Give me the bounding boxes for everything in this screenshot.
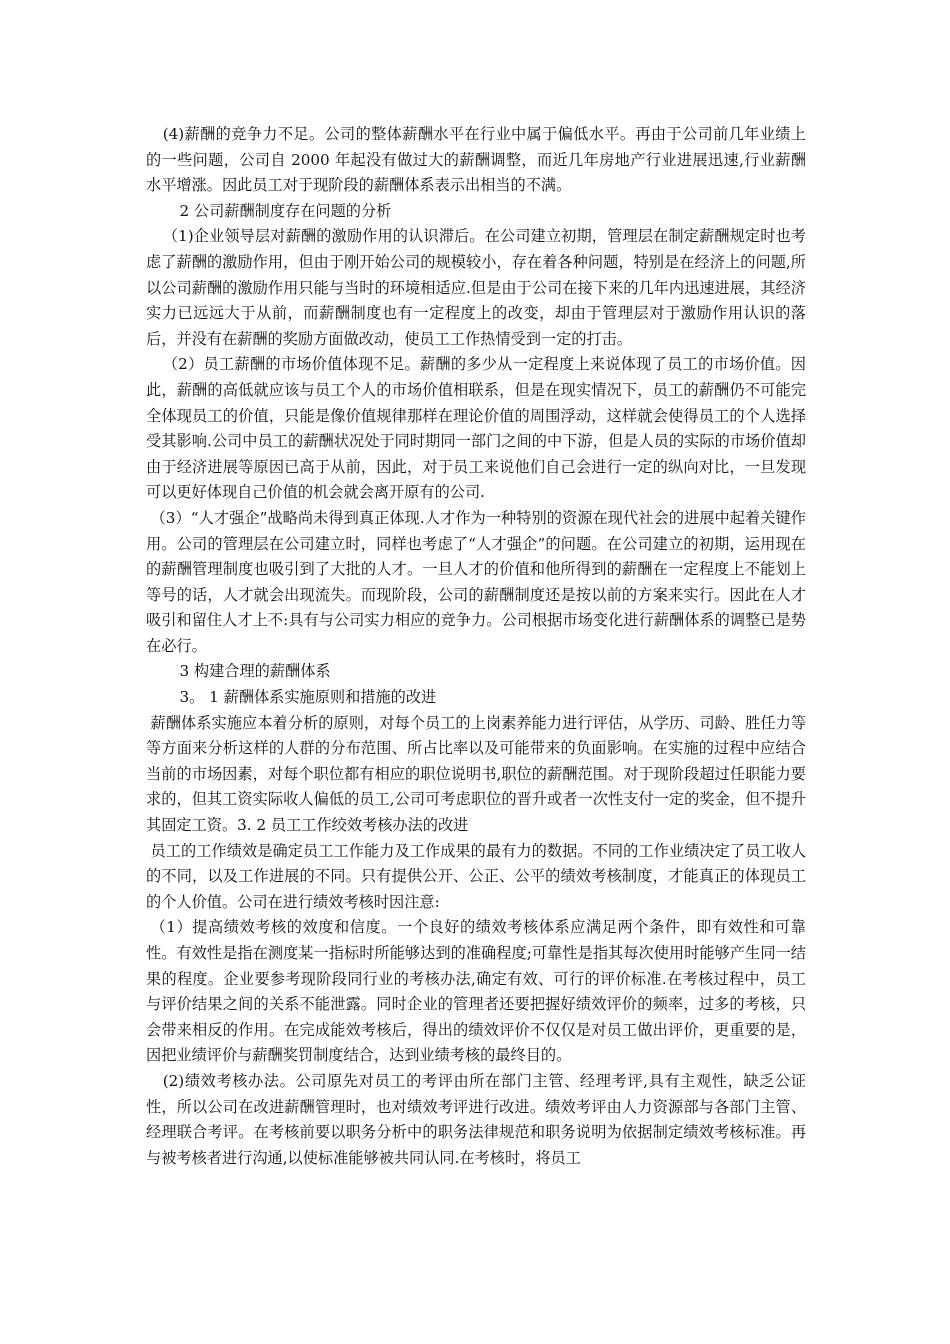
- paragraph-talent-strategy: （3）“人才强企”战略尚未得到真正体现.人才作为一种特别的资源在现代社会的进展中起着关键作用。公司的管理层在公司建立时，同样也考虑了“人才强企”的问题。在公司建立的初期，运用现在的薪酬管理制度也吸引到了大批的人才。一旦人才的价值和他所得到的薪酬在一定程度上不能划上等号的话，人才就会出现流失。而现阶段，公司的薪酬制度还是按以前的方案来实行。因此在人才吸引和留住人才上不:具有与公司实力相应的竞争力。公司根据市场变化进行薪酬体系的调整已是势在必行。: [146, 508, 806, 655]
- paragraph-validity-reliability: （1）提高绩效考核的效度和信度。一个良好的绩效考核体系应满足两个条件，即有效性和可靠性。有效性是指在测度某一指标时所能够达到的准确程度;可靠性是指其每次使用时能够产生同一结果的程度。企业要参考现阶段同行业的考核办法,确定有效、可行的评价标准.在考核过程中，员工与评价结果之间的关系不能泄露。同时企业的管理者还要把握好绩效评价的频率，过多的考核，只会带来相反的作用。在完成能效考核后，得出的绩效评价不仅仅是对员工做出评价，更重要的是，因把业绩评价与薪酬奖罚制度结合，达到业绩考核的最终目的。: [146, 918, 806, 1065]
- paragraph-competitiveness: (4)薪酬的竞争力不足。公司的整体薪酬水平在行业中属于偏低水平。再由于公司前几年业绩上的一些问题，公司自 2000 年起没有做过大的薪酬调整，而近几年房地产行业进展迅速,行业薪酬水平增涨。因此员工对于现阶段的薪酬体系表示出相当的不满。: [146, 125, 806, 195]
- section-heading-3: 3 构建合理的薪酬体系: [179, 662, 331, 681]
- paragraph-market-value: （2）员工薪酬的市场价值体现不足。薪酬的多少从一定程度上来说体现了员工的市场价值。因此，薪酬的高低就应该与员工个人的市场价值相联系，但是在现实情况下，员工的薪酬仍不可能完全体现员工的价值，只能是像价值规律那样在理论价值的周围浮动，这样就会使得员工的个人选择受其影响.公司中员工的薪酬状况处于同时期同一部门之间的中下游，但是人员的实际的市场价值却由于经济进展等原因已高于从前，因此，对于员工来说他们自己会进行一定的纵向对比，一旦发现可以更好体现自己价值的机会就会离开原有的公司.: [146, 355, 806, 502]
- paragraph-leadership-awareness: （1)企业领导层对薪酬的激励作用的认识滞后。在公司建立初期，管理层在制定薪酬规定时也考虑了薪酬的激励作用，但由于刚开始公司的规模较小，存在着各种问题，特别是在经济上的问题,所以公司薪酬的激励作用只能与当时的环境相适应.但是由于公司在接下来的几年内迅速进展，其经济实力已远远大于从前，而薪酬制度也有一定程度上的改变，却由于管理层对于激励作用认识的落后，并没有在薪酬的奖励方面做改动，使员工工作热情受到一定的打击。: [146, 227, 806, 348]
- paragraph-performance-intro: 员工的工作绩效是确定员工工作能力及工作成果的最有力的数据。不同的工作业绩决定了员工收人的不同，以及工作进展的不同。只有提供公开、公正、公平的绩效考核制度，才能真正的体现员工的个人价值。公司在进行绩效考核时因注意:: [146, 841, 806, 911]
- subsection-heading-3-1: 3。 1 薪酬体系实施原则和措施的改进: [179, 688, 437, 707]
- section-heading-2: 2 公司薪酬制度存在问题的分析: [179, 201, 392, 220]
- paragraph-implementation-principles: 薪酬体系实施应本着分析的原则，对每个员工的上岗素养能力进行评估，从学历、司龄、胜任力等等方面来分析这样的人群的分布范围、所占比率以及可能带来的负面影响。在实施的过程中应结合当前的市场因素，对每个职位都有相应的职位说明书,职位的薪酬范围。对于现阶段超过任职能力要求的，但其工资实际收人偏低的员工,公司可考虑职位的晋升或者一次性支付一定的奖金，但不提升其固定工资。3. 2 员工工作绞效考核办法的改进: [146, 713, 806, 835]
- paragraph-evaluation-method: (2)绩效考核办法。公司原先对员工的考评由所在部门主管、经理考评,具有主观性，缺乏公证性，所以公司在改进薪酬管理时，也对绩效考评进行改进。绩效考评由人力资源部与各部门主管、经理联合考评。在考核前要以职务分析中的职务法律规范和职务说明为依据制定绩效考核标准。再与被考核者进行沟通,以使标准能够被共同认同.在考核时，将员工: [146, 1071, 806, 1167]
- document-page: [146, 122, 806, 1171]
